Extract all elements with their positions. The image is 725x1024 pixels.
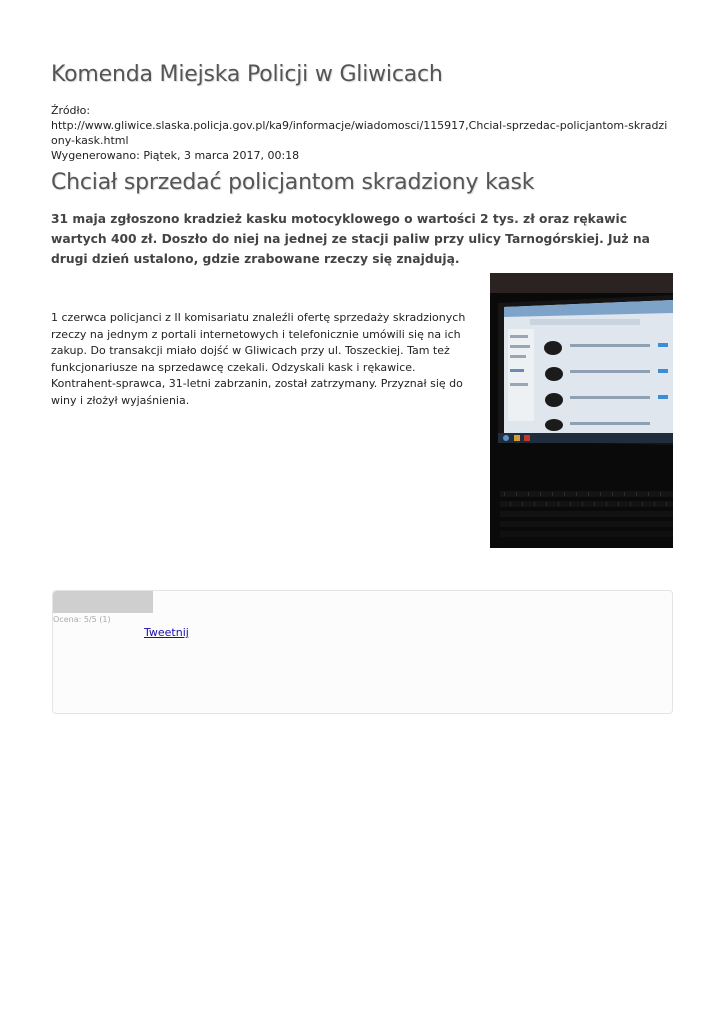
article-photo: [490, 273, 673, 548]
generated-date: Wygenerowano: Piątek, 3 marca 2017, 00:18: [51, 149, 300, 162]
rating-panel: [52, 590, 673, 714]
source-url: http://www.gliwice.slaska.policja.gov.pl/ka9/informacje/wiadomosci/115917,Chcial-sprzedac-policjantom-skradziony-kask.html: [51, 119, 668, 147]
tweet-link[interactable]: Tweetnij: [144, 626, 189, 639]
rating-stars[interactable]: [53, 591, 153, 613]
source-label: Źródło:: [51, 104, 91, 117]
article-title: Chciał sprzedać policjantom skradziony kask: [51, 170, 535, 195]
rating-text: Ocena: 5/5 (1): [53, 615, 111, 624]
article-body: 1 czerwca policjanci z II komisariatu znaleźli ofertę sprzedaży skradzionych rzeczy na jednym z portali internetowych i telefonicznie umówili się na ich zakup. Do transakcji miało dojść w Gliwicach przy ul. Toszeckiej. Tam też funkcjonariusze na sprzedawcę czekali. Odzyskali kask i rękawice. Kontrahent-sprawca, 31-letni zabrzanin, został zatrzymany. Przyznał się do winy i złożył wyjaśnienia.: [51, 311, 466, 407]
document-meta: [51, 103, 671, 163]
article-lead: 31 maja zgłoszono kradzież kasku motocyklowego o wartości 2 tys. zł oraz rękawic wartych 400 zł. Doszło do niej na jednej ze stacji paliw przy ulicy Tarnogórskiej. Już na drugi dzień ustalono, gdzie zrabowane rzeczy się znajdują.: [51, 212, 650, 266]
site-title: Komenda Miejska Policji w Gliwicach: [51, 62, 443, 87]
